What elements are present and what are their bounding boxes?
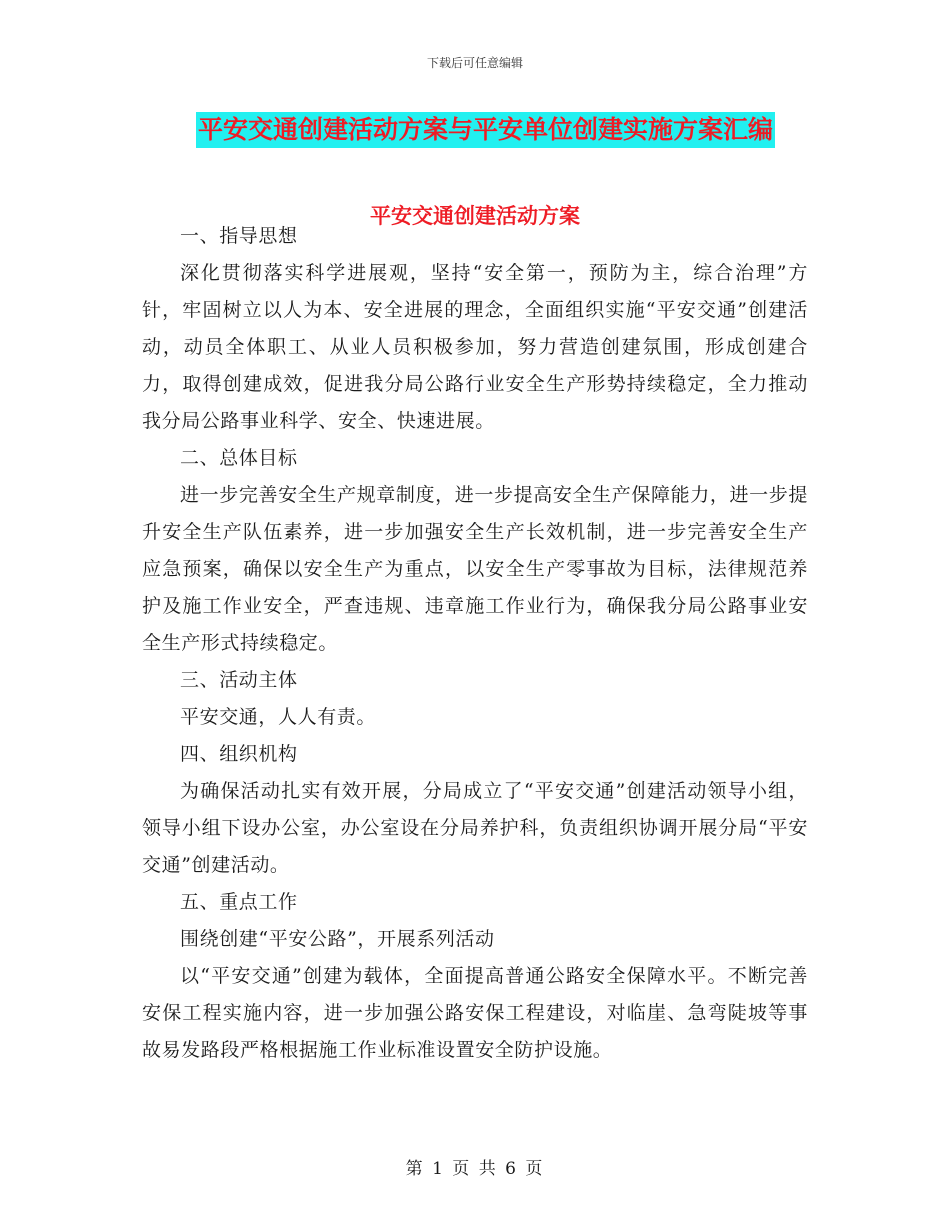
header-note: 下载后可任意编辑 — [426, 56, 523, 70]
paragraph-key-work-detail: 以“平安交通”创建为载体，全面提高普通公路安全保障水平。不断完善安保工程实施内容，进一步加强公路安保工程建设，对临崖、急弯陡坡等事故易发路段严格根据施工作业标准设置安全防护设施。 — [142, 965, 808, 1061]
document-body — [142, 218, 808, 1069]
paragraph-key-work-intro: 围绕创建“平安公路”，开展系列活动 — [180, 928, 495, 950]
heading-guiding-ideology: 一、指导思想 — [180, 225, 298, 247]
paragraph-organization: 为确保活动扎实有效开展，分局成立了“平安交通”创建活动领导小组，领导小组下设办公室，办公室设在分局养护科，负责组织协调开展分局“平安交通”创建活动。 — [142, 780, 808, 876]
heading-overall-goal: 二、总体目标 — [180, 447, 298, 469]
paragraph-guiding-ideology: 深化贯彻落实科学进展观，坚持“安全第一，预防为主，综合治理”方针，牢固树立以人为本、安全进展的理念，全面组织实施“平安交通”创建活动，动员全体职工、从业人员积极参加，努力营造创建氛围，形成创建合力，取得创建成效，促进我分局公路行业安全生产形势持续稳定，全力推动我分局公路事业科学、安全、快速进展。 — [142, 262, 808, 432]
heading-activity-subject: 三、活动主体 — [180, 669, 298, 691]
page-indicator: 第 1 页 共 6 页 — [405, 1159, 545, 1179]
paragraph-overall-goal: 进一步完善安全生产规章制度，进一步提高安全生产保障能力，进一步提升安全生产队伍素养，进一步加强安全生产长效机制，进一步完善安全生产应急预案，确保以安全生产为重点，以安全生产零事故为目标，法律规范养护及施工作业安全，严查违规、违章施工作业行为，确保我分局公路事业安全生产形式持续稳定。 — [142, 484, 808, 654]
paragraph-activity-subject: 平安交通，人人有责。 — [180, 706, 377, 728]
heading-key-work: 五、重点工作 — [180, 891, 298, 913]
section-title: 平安交通创建活动方案 — [370, 203, 580, 228]
document-title: 平安交通创建活动方案与平安单位创建实施方案汇编 — [196, 112, 775, 148]
heading-organization: 四、组织机构 — [180, 743, 298, 765]
